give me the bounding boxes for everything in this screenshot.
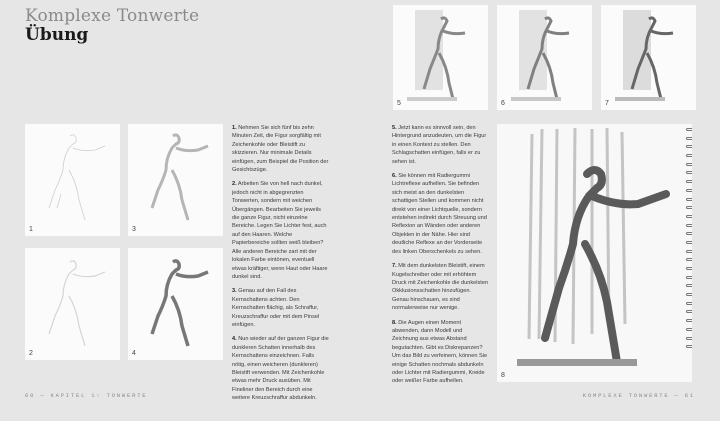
figure-sketch-2	[25, 248, 120, 360]
step-2: 2. Arbeiten Sie von hell nach dunkel, jedoch nicht in abgegrenzten Tonwerten, sondern mit weichen Übergängen. Bearbeiten Sie jeweils die ganze Figur, nicht einzelne Bereiche. Legen Sie Lichter fest, auch auf den Haaren. Welche Papierbereiche sollten weiß bleiben? Alle anderen Bereiche zart mit der lokalen Farbe eintönen, eventuell etwas kräftiger, wenn Haut oder Haare dunkel sind.	[232, 181, 328, 280]
figure-outline-icon	[25, 124, 120, 236]
figure-sketch-8-final	[497, 124, 692, 382]
figure-shaded-icon	[128, 124, 223, 236]
step-6: 6. Sie können mit Radiergummi Lichtreflexe aufhellen. Sie befinden sich meist an den dunkelsten schattigen Stellen und kommen nicht direkt von einer Lichtquelle, sondern entstehen indirekt durch Streuung und Reflexion an Wänden oder anderen Objekten in der Nähe. Hier sind deutliche Reflexe an der Vorderseite des linken Oberschenkels zu sehen.	[392, 173, 487, 255]
figure-number: 2	[29, 350, 33, 357]
figure-final-drawing-icon	[497, 124, 692, 382]
text-column-right	[392, 124, 489, 392]
figure-sketch-5	[393, 5, 488, 110]
figure-background-icon	[497, 5, 592, 110]
figure-number: 4	[132, 350, 136, 357]
text-column-left	[232, 124, 329, 409]
page-title: Komplexe Tonwerte	[25, 6, 200, 26]
figure-number: 5	[397, 100, 401, 107]
figure-sketch-4	[128, 248, 223, 360]
figure-number: 3	[132, 226, 136, 233]
figure-shaded-icon	[128, 248, 223, 360]
figure-outline-icon	[25, 248, 120, 360]
footer-left: 60 — KAPITEL 1: TONWERTE	[25, 392, 148, 399]
figure-sketch-3	[128, 124, 223, 236]
figure-sketch-1	[25, 124, 120, 236]
step-5: 5. Jetzt kann es sinnvoll sein, den Hintergrund anzudeuten, um die Figur in einen Kontext zu stellen. Den Schlagschatten einfügen, falls er zu sehen ist.	[392, 125, 487, 165]
footer-right: KOMPLEXE TONWERTE — 61	[582, 392, 695, 399]
sketchbook-spiral-binding	[686, 128, 694, 376]
step-1: 1. Nehmen Sie sich fünf bis zehn Minuten Zeit, die Figur sorgfältig mit Zeichenkohle oder Bleistift zu skizzieren. Nur minimale Details einfügen, zum Beispiel die Position der Gesichtszüge.	[232, 125, 329, 174]
page-subtitle: Übung	[25, 25, 89, 45]
figure-sketch-6	[497, 5, 592, 110]
step-8: 8. Die Augen einen Moment abwenden, dann Modell und Zeichnung aus etwas Abstand begutachten. Gibt es Diskrepanzen? Um das Bild zu verfeinern, können Sie einige Schatten nochmals abdunkeln oder Lichter mit Radiergummi, Kreide oder weißer Farbe aufhellen.	[392, 319, 488, 385]
figure-number: 1	[29, 226, 33, 233]
figure-background-icon	[601, 5, 696, 110]
figure-sketch-7	[601, 5, 696, 110]
figure-number: 6	[501, 100, 505, 107]
figure-background-icon	[393, 5, 488, 110]
figure-number: 7	[605, 100, 609, 107]
step-7: 7. Mit dem dunkelsten Bleistift, einem Kugelschreiber oder mit erhöhtem Druck mit Zeichenkohle die dunkelsten Okklusionsschatten hinzufügen. Genau hinschauen, es sind normalerweise nur wenige.	[392, 263, 489, 312]
step-4: 4. Nun wieder auf der ganzen Figur die dunkleren Schatten innerhalb des Kernschattens einzeichnen. Falls nötig, einen weicheren (dunkleren) Bleistift verwenden. Mit Zeichenkohle etwas mehr Druck ausüben. Mit Fineliner den Bereich durch eine weitere Kreuzschraffur abdunkeln.	[232, 336, 329, 402]
step-3: 3. Genau auf den Fall des Kernschattens achten. Den Kernschatten flächig, als Schraffur, Kreuzschraffur oder mit dem Pinsel einfügen.	[232, 288, 320, 328]
figure-number: 8	[501, 372, 505, 379]
